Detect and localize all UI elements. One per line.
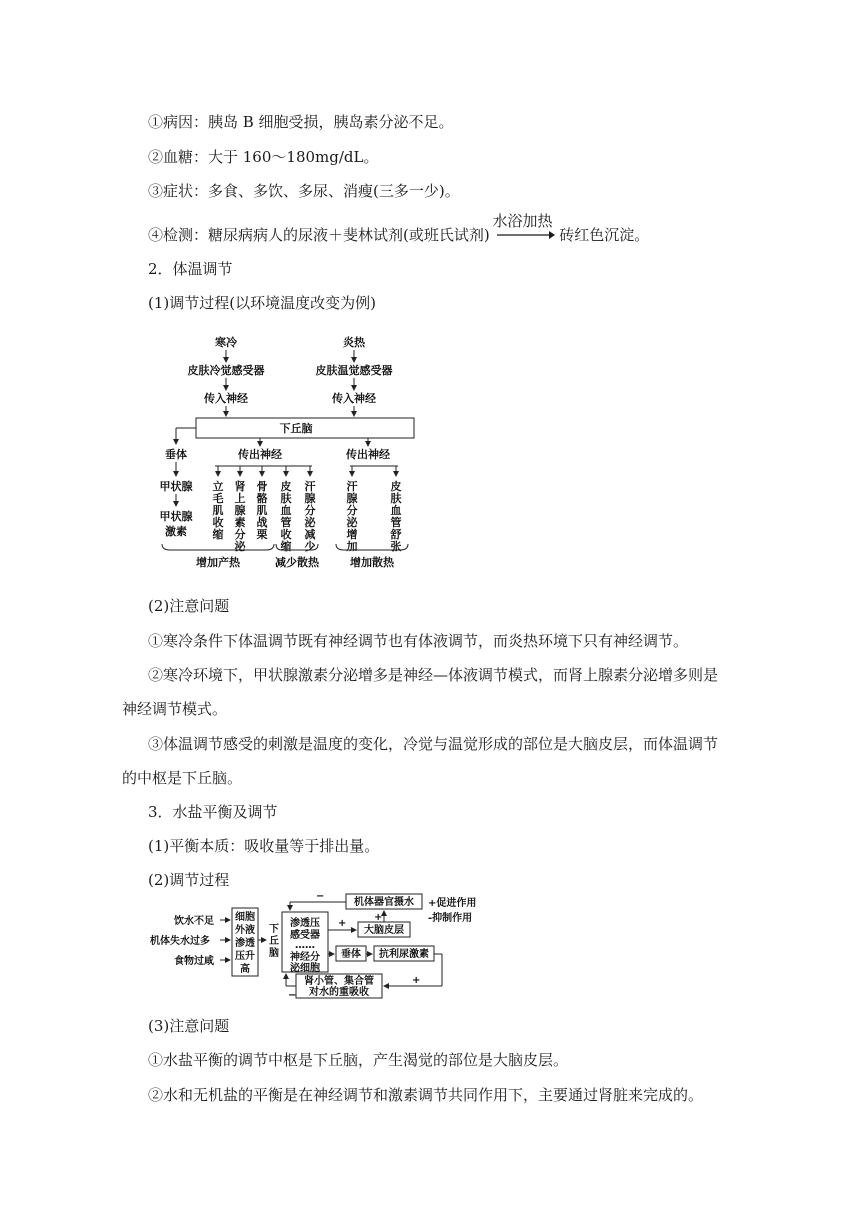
dots: …… [295, 940, 315, 951]
arrow-condition: 水浴加热 [492, 212, 553, 230]
kidney-2: 对水的重吸收 [309, 987, 369, 998]
thermoregulation-diagram [140, 330, 420, 574]
legend-inhibit: -抑制作用 [428, 913, 473, 924]
hypo-1: 下 [269, 924, 279, 935]
label-afferent-right: 传入神经 [332, 392, 376, 405]
label-warm-receptor: 皮肤温觉感受器 [315, 364, 393, 377]
label-thyroxine-2: 激素 [165, 525, 187, 538]
label-efferent-right: 传出神经 [346, 448, 390, 461]
section3-note2: ②水和无机盐的平衡是在神经调节和激素调节共同作用下，主要通过肾脏来完成的。 [148, 1086, 704, 1104]
label-pituitary: 垂体 [165, 448, 187, 461]
osmo-5: 高 [240, 964, 250, 975]
label-decrease-loss: 减少散热 [275, 556, 319, 569]
cold-effector-2: 肾上腺素分泌 [234, 480, 246, 553]
cortex-box: 大脑皮层 [364, 925, 404, 936]
section3-note1: ①水盐平衡的调节中枢是下丘脑，产生渴觉的部位是大脑皮层。 [148, 1051, 569, 1069]
diabetes-glucose: ②血糖：大于 160～180mg/dL。 [148, 148, 379, 166]
neuro-1: 神经分 [290, 952, 320, 963]
section2-heading: 2．体温调节 [148, 260, 233, 278]
detect-text: ④检测：糖尿病病人的尿液＋斐林试剂(或班氏试剂) [148, 226, 490, 244]
minus-2: − [288, 990, 297, 1000]
section2-note3b: 的中枢是下丘脑。 [122, 769, 243, 787]
label-increase-heat: 增加产热 [196, 556, 240, 569]
section2-sub2: (2)注意问题 [148, 597, 230, 615]
minus-1: − [316, 891, 325, 902]
osmo-4: 压升 [235, 951, 255, 962]
label-efferent-left: 传出神经 [238, 448, 282, 461]
diabetes-cause: ①病因：胰岛 B 细胞受损，胰岛素分泌不足。 [148, 113, 454, 131]
receptor-1: 渗透压 [290, 918, 320, 929]
receptor-2: 感受器 [290, 930, 320, 941]
cold-effector-5: 汗腺分泌减少 [304, 480, 316, 553]
cold-effector-lines [218, 466, 310, 476]
plus-2: + [338, 918, 347, 929]
reaction-arrow [492, 212, 555, 245]
osmo-1: 细胞 [235, 912, 255, 923]
hot-effector-2: 皮肤血管舒张 [390, 480, 402, 553]
label-thyroid: 甲状腺 [159, 480, 193, 493]
section3-heading: 3．水盐平衡及调节 [148, 803, 278, 821]
pituitary-box: 垂体 [341, 949, 361, 960]
input-salty-food: 食物过咸 [174, 956, 214, 967]
hypo-3: 脑 [269, 948, 279, 959]
section2-note2a: ②寒冷环境下，甲状腺激素分泌增多是神经—体液调节模式，而肾上腺素分泌增多则是 [148, 666, 719, 684]
section2-sub1: (1)调节过程(以环境温度改变为例) [148, 294, 376, 312]
plus-1: + [374, 912, 383, 923]
section2-note1: ①寒冷条件下体温调节既有神经调节也有体液调节，而炎热环境下只有神经调节。 [148, 632, 689, 650]
water-salt-diagram [148, 890, 508, 1000]
neuro-2: 泌细胞 [290, 963, 320, 974]
osmo-3: 渗透 [235, 938, 255, 949]
osmo-2: 外液 [235, 925, 255, 936]
cold-effector-4: 皮肤血管收缩 [280, 480, 292, 553]
label-cold: 寒冷 [215, 336, 237, 349]
input-water-loss: 机体失水过多 [150, 936, 210, 947]
cold-effector-1: 立毛肌收缩 [212, 480, 224, 541]
section2-note2b: 神经调节模式。 [122, 700, 228, 718]
diabetes-symptom: ③症状：多食、多饮、多尿、消瘦(三多一少)。 [148, 182, 460, 200]
label-thyroxine-1: 甲状腺 [159, 510, 193, 523]
diabetes-detect [148, 212, 650, 245]
plus-3: + [412, 975, 421, 986]
kidney-1: 肾小管、集合管 [304, 976, 374, 987]
section3-sub1: (1)平衡本质：吸收量等于排出量。 [148, 837, 380, 855]
label-afferent-left: 传入神经 [204, 392, 248, 405]
section2-note3a: ③体温调节感受的刺激是温度的变化，冷觉与温觉形成的部位是大脑皮层，而体温调节 [148, 735, 719, 753]
section3-sub2: (2)调节过程 [148, 871, 230, 889]
cold-effector-3: 骨骼肌战栗 [256, 480, 268, 541]
legend-promote: +促进作用 [428, 898, 477, 909]
label-increase-loss: 增加散热 [350, 556, 394, 569]
section3-sub3: (3)注意问题 [148, 1017, 230, 1035]
label-hot: 炎热 [343, 336, 365, 349]
detect-result: 砖红色沉淀。 [559, 226, 650, 244]
hypo-2: 丘 [269, 936, 279, 947]
adh-box: 抗利尿激素 [379, 949, 429, 960]
hot-effector-1: 汗腺分泌增加 [346, 480, 358, 553]
label-hypothalamus: 下丘脑 [279, 422, 313, 435]
label-cold-receptor: 皮肤冷觉感受器 [187, 364, 265, 377]
drink-box: 机体器官摄水 [354, 897, 414, 908]
input-drink-shortage: 饮水不足 [174, 916, 214, 927]
right-arrow-icon [495, 225, 555, 245]
